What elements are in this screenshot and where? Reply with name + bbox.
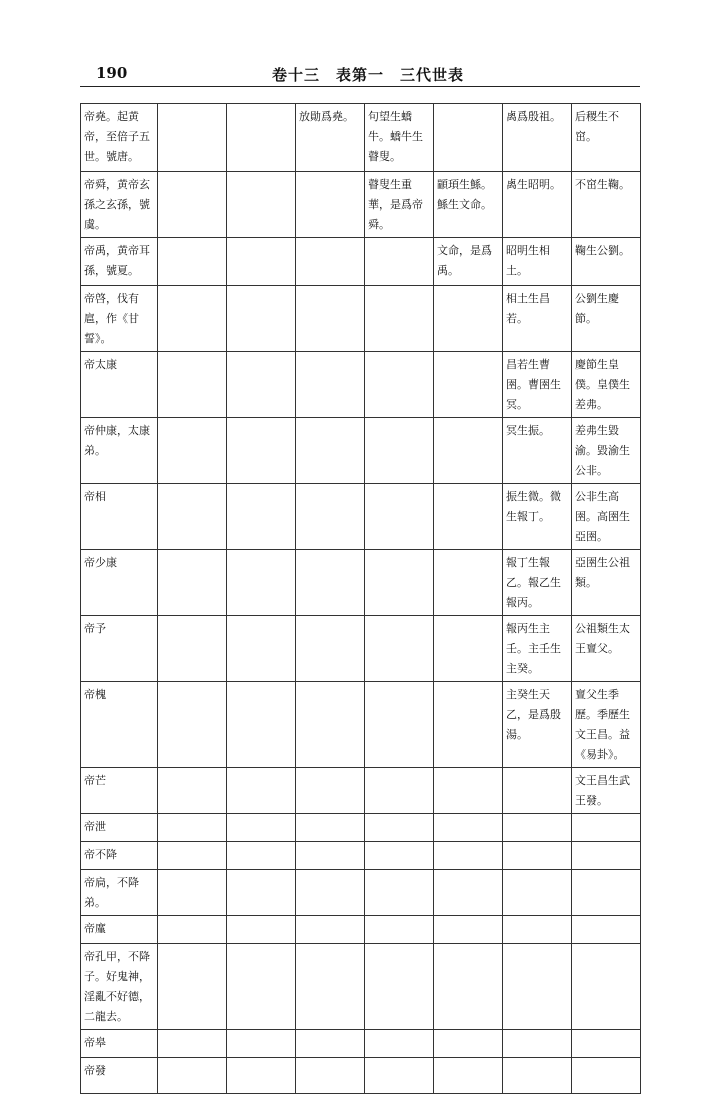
table-cell: 不窋生鞠。 — [572, 172, 641, 238]
table-cell — [227, 682, 296, 768]
table-cell: 放勛爲堯。 — [296, 104, 365, 172]
table-cell: 公非生高圉。高圉生亞圉。 — [572, 484, 641, 550]
table-cell — [158, 172, 227, 238]
table-cell — [158, 944, 227, 1030]
table-cell — [365, 484, 434, 550]
table-cell — [296, 616, 365, 682]
table-cell — [503, 1030, 572, 1058]
table-row — [81, 870, 641, 916]
table-cell — [158, 286, 227, 352]
table-cell — [227, 238, 296, 286]
ruler-cell: 帝皋 — [81, 1030, 158, 1058]
table-cell — [158, 682, 227, 768]
table-cell: 禼爲殷祖。 — [503, 104, 572, 172]
table-row — [81, 484, 641, 550]
table-cell — [296, 814, 365, 842]
table-cell — [158, 238, 227, 286]
table-row — [81, 418, 641, 484]
table-cell — [365, 916, 434, 944]
table-cell — [227, 418, 296, 484]
table-cell: 冥生振。 — [503, 418, 572, 484]
ruler-cell: 帝仲康，太康弟。 — [81, 418, 158, 484]
table-cell — [365, 842, 434, 870]
table-cell — [434, 484, 503, 550]
table-row — [81, 768, 641, 814]
table-cell — [296, 238, 365, 286]
table-cell — [434, 1058, 503, 1094]
table-cell — [434, 768, 503, 814]
table-row — [81, 916, 641, 944]
table-cell — [365, 616, 434, 682]
table-cell — [227, 484, 296, 550]
table-cell — [572, 1030, 641, 1058]
table-cell — [572, 1058, 641, 1094]
table-cell — [227, 352, 296, 418]
table-cell: 文命，是爲禹。 — [434, 238, 503, 286]
ruler-cell: 帝發 — [81, 1058, 158, 1094]
table-cell — [434, 550, 503, 616]
table-row — [81, 104, 641, 172]
table-cell — [434, 682, 503, 768]
table-cell — [296, 550, 365, 616]
table-cell — [296, 352, 365, 418]
table-cell: 振生微。微生報丁。 — [503, 484, 572, 550]
table-cell — [158, 916, 227, 944]
ruler-cell: 帝禹，黄帝耳孫，號夏。 — [81, 238, 158, 286]
table-cell — [503, 916, 572, 944]
table-cell: 慶節生皇僕。皇僕生差弗。 — [572, 352, 641, 418]
table-row — [81, 842, 641, 870]
header-rule — [80, 86, 640, 87]
table-cell: 昌若生曹圉。曹圉生冥。 — [503, 352, 572, 418]
table-cell: 報丁生報乙。報乙生報丙。 — [503, 550, 572, 616]
table-cell — [296, 870, 365, 916]
table-cell — [158, 1030, 227, 1058]
table-cell — [503, 842, 572, 870]
table-row — [81, 1030, 641, 1058]
table-cell — [503, 814, 572, 842]
table-cell — [365, 768, 434, 814]
ruler-cell: 帝扃，不降弟。 — [81, 870, 158, 916]
table-cell: 后稷生不窋。 — [572, 104, 641, 172]
table-cell — [572, 814, 641, 842]
ruler-cell: 帝舜，黄帝玄孫之玄孫，號虞。 — [81, 172, 158, 238]
table-cell — [365, 814, 434, 842]
table-cell — [434, 814, 503, 842]
table-row — [81, 682, 641, 768]
table-cell — [296, 842, 365, 870]
table-cell — [434, 104, 503, 172]
table-cell: 主癸生天乙，是爲殷湯。 — [503, 682, 572, 768]
table-cell — [572, 842, 641, 870]
table-row — [81, 172, 641, 238]
table-cell — [365, 870, 434, 916]
table-cell — [434, 1030, 503, 1058]
ruler-cell: 帝孔甲，不降子。好鬼神，淫亂不好德，二龍去。 — [81, 944, 158, 1030]
genealogy-table — [80, 103, 641, 1094]
table-cell — [296, 1030, 365, 1058]
table-cell — [296, 916, 365, 944]
table-cell — [365, 944, 434, 1030]
table-cell — [227, 550, 296, 616]
table-cell — [227, 814, 296, 842]
ruler-cell: 帝啓，伐有扈，作《甘誓》。 — [81, 286, 158, 352]
table-cell — [503, 944, 572, 1030]
table-row — [81, 1058, 641, 1094]
table-cell — [158, 484, 227, 550]
table-row — [81, 286, 641, 352]
table-row — [81, 550, 641, 616]
table-cell — [227, 916, 296, 944]
table-cell — [365, 238, 434, 286]
table-cell: 相土生昌若。 — [503, 286, 572, 352]
table-cell — [503, 768, 572, 814]
ruler-cell: 帝廑 — [81, 916, 158, 944]
table-cell — [227, 870, 296, 916]
table-row — [81, 238, 641, 286]
table-row — [81, 814, 641, 842]
table-body — [81, 104, 641, 1094]
ruler-cell: 帝芒 — [81, 768, 158, 814]
table-cell — [296, 768, 365, 814]
table-cell — [434, 842, 503, 870]
running-head: 卷十三 表第一 三代世表 — [272, 66, 465, 84]
table-cell — [158, 814, 227, 842]
table-cell: 鞠生公劉。 — [572, 238, 641, 286]
table-cell: 亶父生季歷。季歷生文王昌。益《易卦》。 — [572, 682, 641, 768]
table-cell: 文王昌生武王發。 — [572, 768, 641, 814]
table-cell: 顓頊生鯀。鯀生文命。 — [434, 172, 503, 238]
table-cell: 禼生昭明。 — [503, 172, 572, 238]
table-cell — [296, 418, 365, 484]
table-cell — [158, 768, 227, 814]
ruler-cell: 帝堯。起黄帝，至倍子五世。號唐。 — [81, 104, 158, 172]
table-cell: 公祖類生太王亶父。 — [572, 616, 641, 682]
table-cell: 昭明生相土。 — [503, 238, 572, 286]
table-cell: 亞圉生公祖類。 — [572, 550, 641, 616]
table-cell — [227, 768, 296, 814]
table-cell — [158, 352, 227, 418]
table-cell — [227, 1030, 296, 1058]
table-cell — [503, 870, 572, 916]
ruler-cell: 帝槐 — [81, 682, 158, 768]
ruler-cell: 帝不降 — [81, 842, 158, 870]
table-cell — [158, 842, 227, 870]
table-row — [81, 944, 641, 1030]
table-cell — [434, 352, 503, 418]
ruler-cell: 帝予 — [81, 616, 158, 682]
table-cell — [434, 870, 503, 916]
table-cell — [296, 484, 365, 550]
table-cell — [434, 916, 503, 944]
table-cell — [572, 916, 641, 944]
table-cell — [365, 352, 434, 418]
table-cell — [227, 172, 296, 238]
table-cell — [158, 418, 227, 484]
table-cell — [227, 616, 296, 682]
table-cell: 報丙生主壬。主壬生主癸。 — [503, 616, 572, 682]
table-cell — [158, 104, 227, 172]
table-row — [81, 352, 641, 418]
table-cell — [296, 172, 365, 238]
ruler-cell: 帝相 — [81, 484, 158, 550]
table-cell — [158, 1058, 227, 1094]
table-cell — [434, 286, 503, 352]
table-cell — [296, 944, 365, 1030]
ruler-cell: 帝太康 — [81, 352, 158, 418]
table-cell — [572, 870, 641, 916]
table-cell — [503, 1058, 572, 1094]
table-cell: 公劉生慶節。 — [572, 286, 641, 352]
table-cell — [227, 842, 296, 870]
table-cell — [296, 286, 365, 352]
table-cell: 差弗生毀渝。毀渝生公非。 — [572, 418, 641, 484]
table-cell — [434, 616, 503, 682]
table-cell — [365, 418, 434, 484]
table-cell — [434, 418, 503, 484]
table-cell — [158, 616, 227, 682]
table-row — [81, 616, 641, 682]
table-cell — [227, 944, 296, 1030]
ruler-cell: 帝泄 — [81, 814, 158, 842]
table-cell — [572, 944, 641, 1030]
table-cell — [296, 682, 365, 768]
ruler-cell: 帝少康 — [81, 550, 158, 616]
table-cell — [158, 550, 227, 616]
table-cell — [365, 286, 434, 352]
table-cell — [365, 1058, 434, 1094]
table-cell — [227, 1058, 296, 1094]
table-cell — [296, 1058, 365, 1094]
table-cell — [227, 286, 296, 352]
table-cell — [365, 682, 434, 768]
table-cell — [365, 550, 434, 616]
table-cell — [227, 104, 296, 172]
table-cell: 瞽叟生重華，是爲帝舜。 — [365, 172, 434, 238]
table-cell — [434, 944, 503, 1030]
table-cell: 句望生蟜牛。蟜牛生瞽叟。 — [365, 104, 434, 172]
table-cell — [365, 1030, 434, 1058]
page-number: 190 — [96, 64, 128, 82]
table-cell — [158, 870, 227, 916]
